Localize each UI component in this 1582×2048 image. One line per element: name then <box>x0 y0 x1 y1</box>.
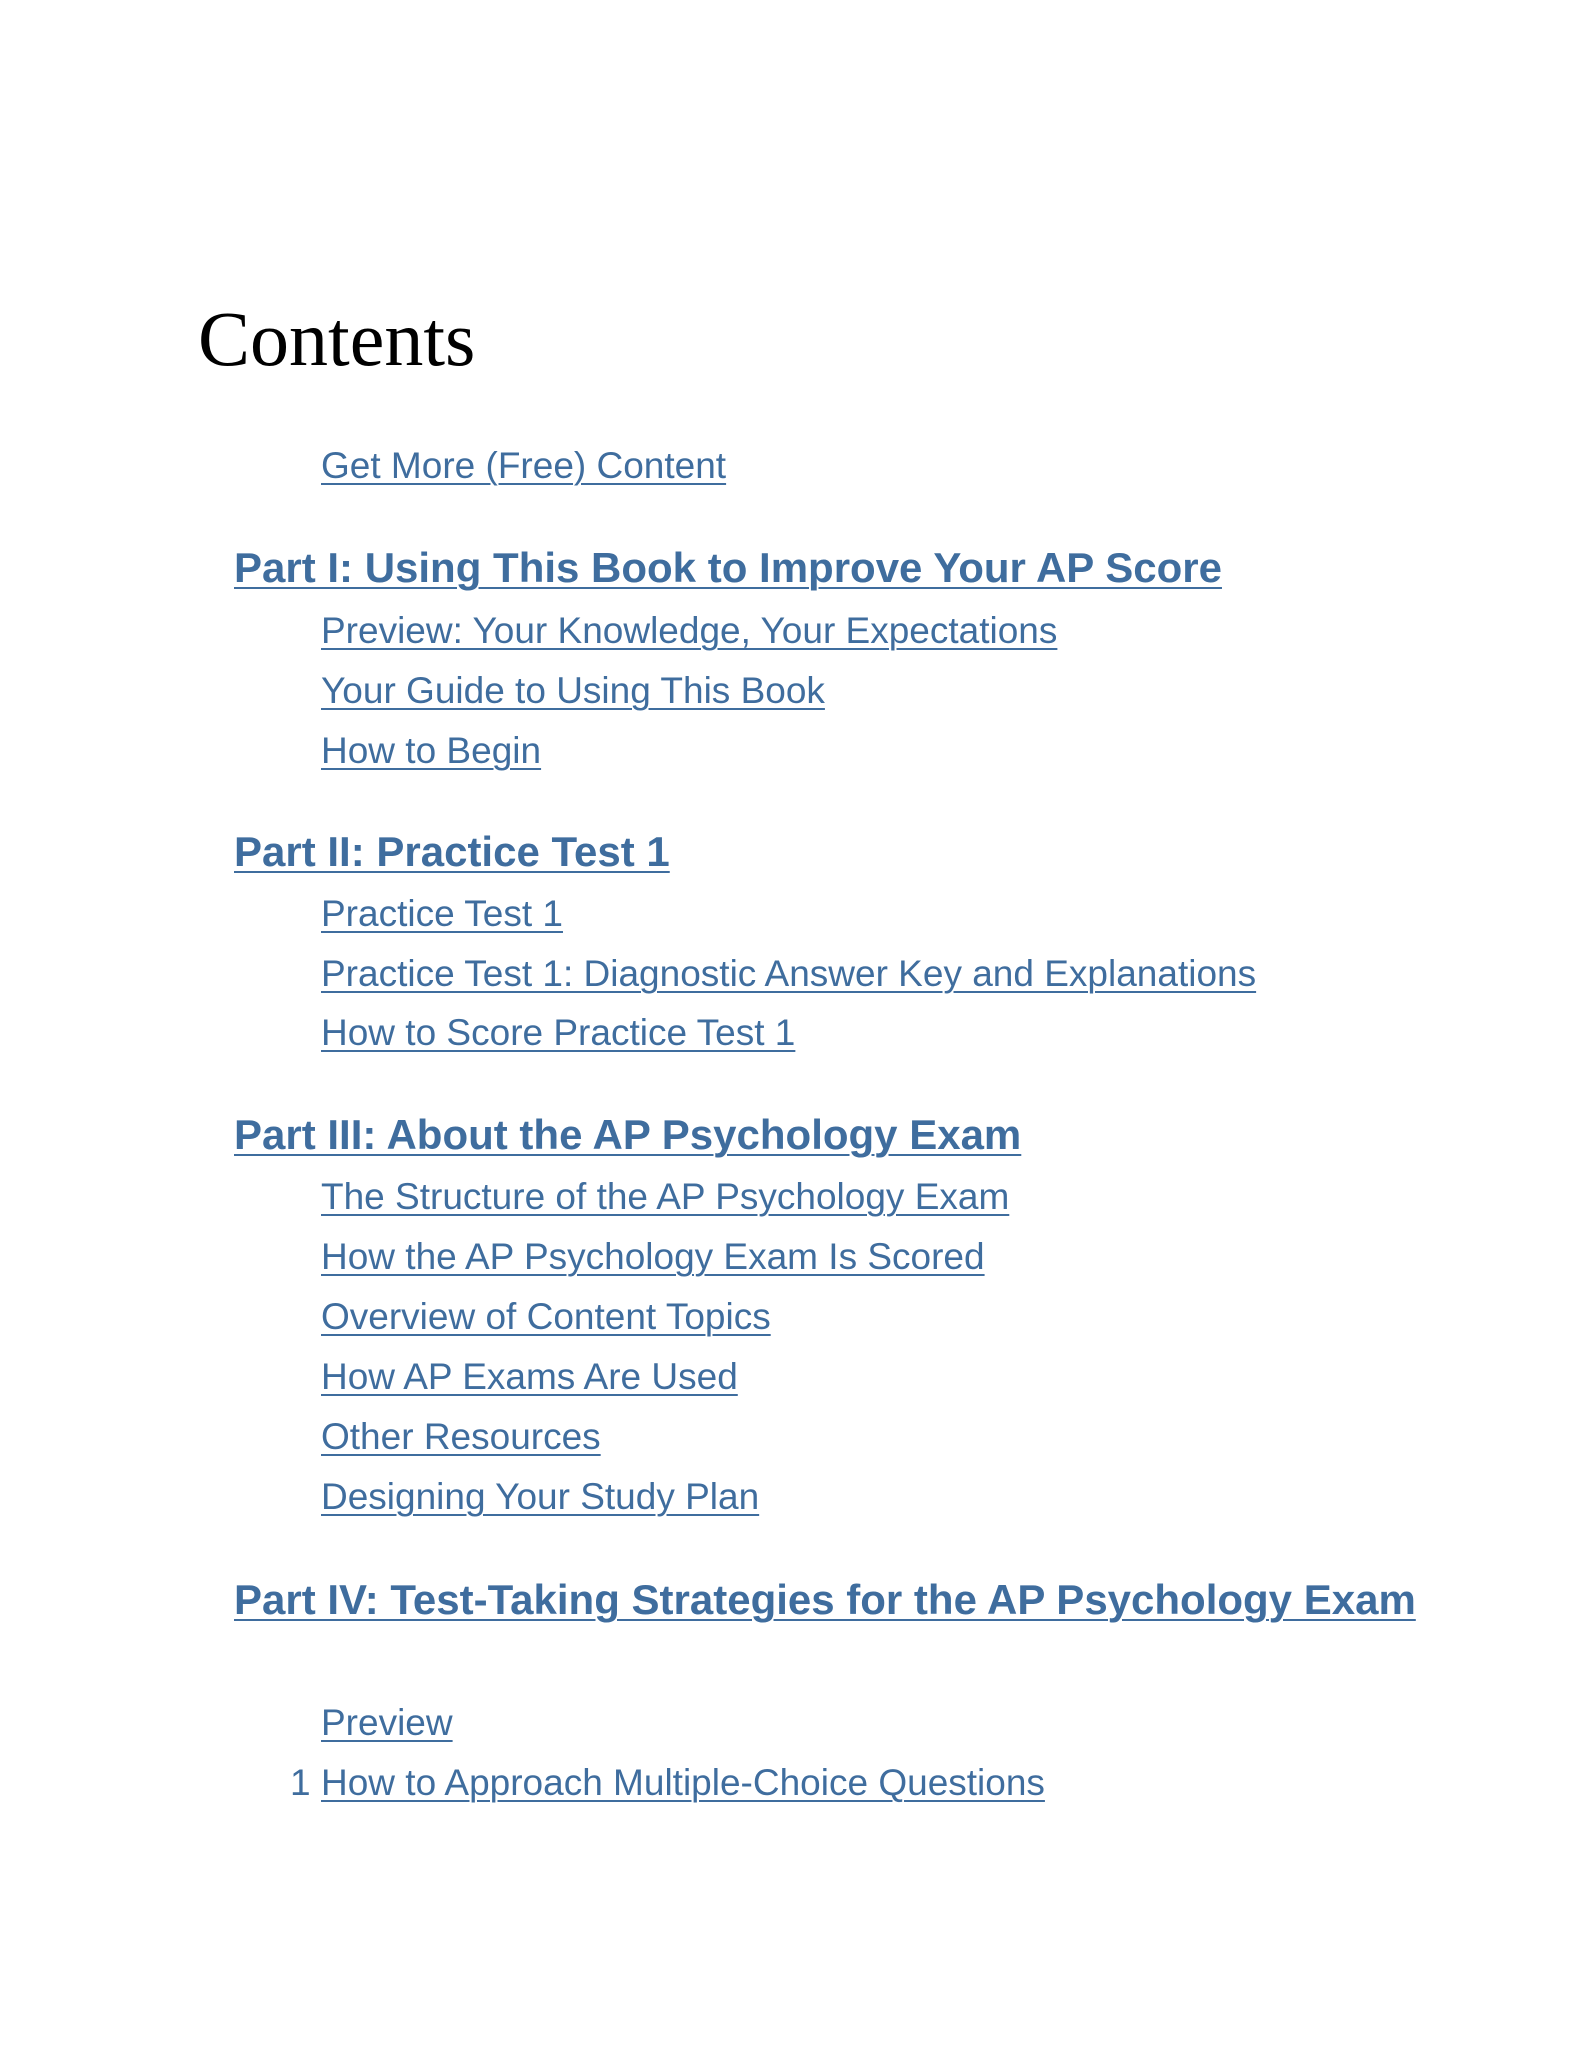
toc-part-link[interactable]: Part II: Practice Test 1 <box>234 828 670 875</box>
toc-entry <box>321 1760 1045 1806</box>
toc-link[interactable]: Preview <box>321 1702 453 1743</box>
toc-part-1 <box>234 540 1222 596</box>
toc-entry <box>321 1010 795 1056</box>
toc-link[interactable]: How to Begin <box>321 730 542 771</box>
toc-link[interactable]: How the AP Psychology Exam Is Scored <box>321 1236 985 1277</box>
toc-link[interactable]: How to Score Practice Test 1 <box>321 1012 796 1053</box>
toc-link[interactable]: How to Approach Multiple-Choice Questions <box>321 1762 1045 1803</box>
toc-entry <box>321 1474 759 1520</box>
toc-part-4 <box>234 1571 1418 1628</box>
toc-entry <box>321 1294 771 1340</box>
toc-entry <box>321 1700 453 1746</box>
toc-entry <box>321 891 563 937</box>
toc-link[interactable]: Practice Test 1 <box>321 893 563 934</box>
toc-link[interactable]: Designing Your Study Plan <box>321 1476 760 1517</box>
toc-link[interactable]: Other Resources <box>321 1416 601 1457</box>
toc-part-2 <box>234 824 670 880</box>
toc-entry <box>321 1354 738 1400</box>
page-title: Contents <box>198 295 476 382</box>
toc-entry <box>321 608 1057 654</box>
chapter-number: 1 <box>290 1762 311 1803</box>
toc-part-link[interactable]: Part I: Using This Book to Improve Your AP Score <box>234 544 1222 591</box>
toc-part-link[interactable]: Part IV: Test-Taking Strategies for the AP Psychology Exam <box>234 1576 1416 1623</box>
toc-link[interactable]: The Structure of the AP Psychology Exam <box>321 1176 1010 1217</box>
toc-link[interactable]: Get More (Free) Content <box>321 445 727 486</box>
toc-link[interactable]: Practice Test 1: Diagnostic Answer Key and Explanations <box>321 953 1257 994</box>
toc-entry <box>321 1414 601 1460</box>
toc-part-3 <box>234 1107 1021 1163</box>
toc-entry <box>321 951 1256 997</box>
toc-entry <box>321 668 825 714</box>
toc-entry <box>321 1174 1009 1220</box>
toc-entry-get-more-content <box>321 443 726 489</box>
toc-entry <box>321 728 541 774</box>
toc-link[interactable]: Overview of Content Topics <box>321 1296 771 1337</box>
toc-link[interactable]: How AP Exams Are Used <box>321 1356 738 1397</box>
toc-link[interactable]: Preview: Your Knowledge, Your Expectations <box>321 610 1058 651</box>
toc-entry <box>321 1234 985 1280</box>
toc-link[interactable]: Your Guide to Using This Book <box>321 670 825 711</box>
toc-part-link[interactable]: Part III: About the AP Psychology Exam <box>234 1111 1022 1158</box>
